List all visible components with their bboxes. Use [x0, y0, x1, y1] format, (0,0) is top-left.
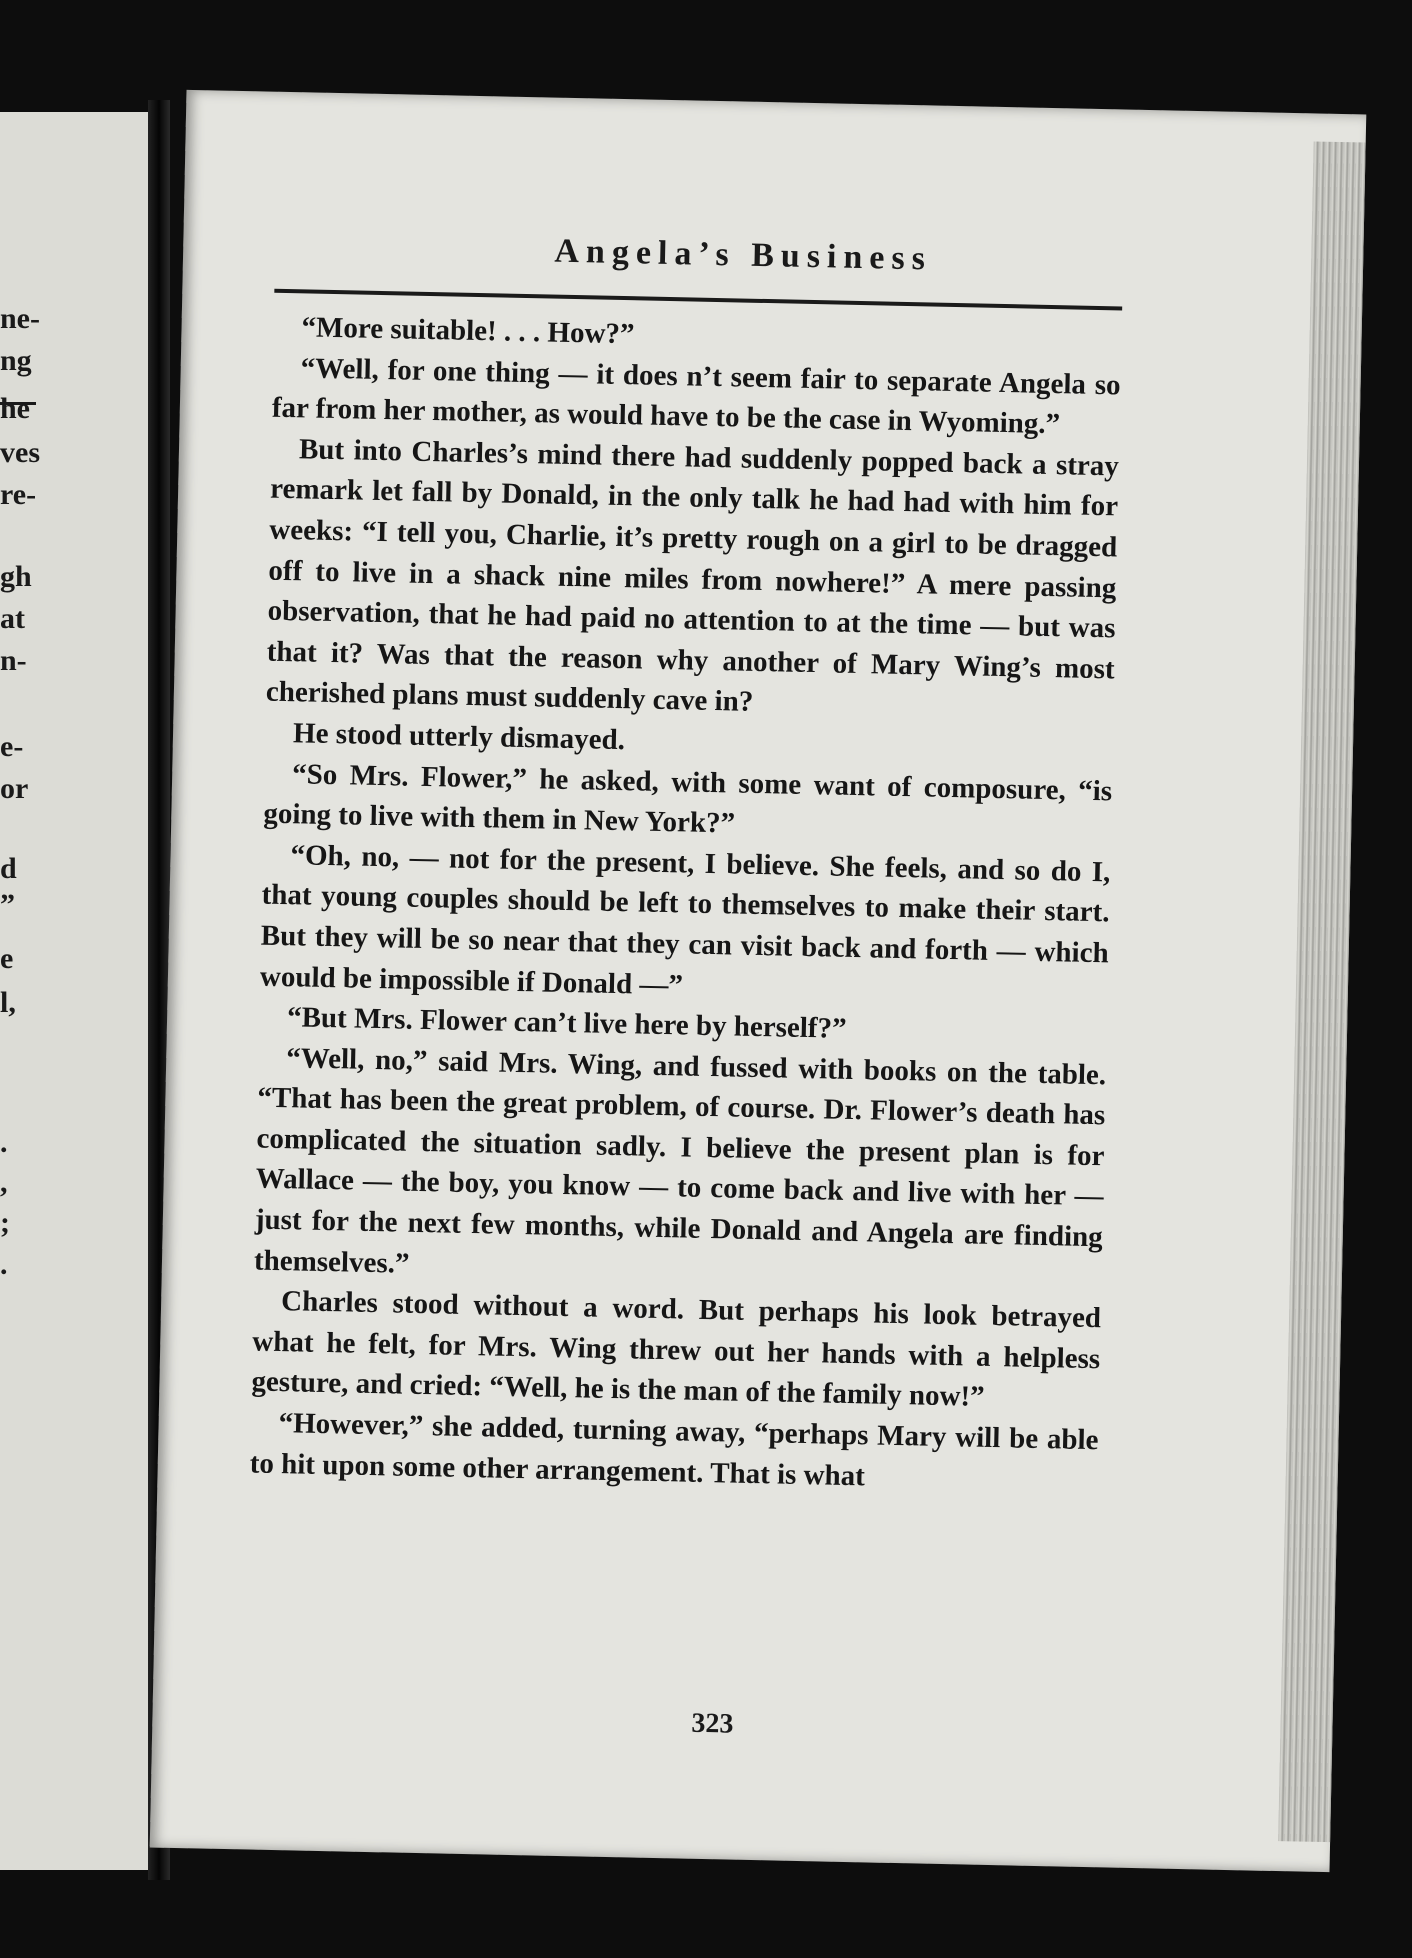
running-head: Angela’s Business [554, 232, 933, 278]
left-page-fragment: l, [0, 986, 16, 1019]
paragraph: “Well, no,” said Mrs. Wing, and fussed with books on the table. “That has been the great problem, of course. Dr. Flower’s death has complicated the situation sadly. I believe the present plan is for Wallace — the boy, you know — to come back and live with her — just for the next few months, while Donald and Angela are finding themselves.” [253, 1041, 1107, 1280]
paragraph: “More suitable! . . . How?” [301, 311, 635, 351]
paragraph: “Well, for one thing — it does n’t seem fair to separate Angela so far from her mother, as would have to be the case in Wyoming.” [271, 351, 1121, 441]
body-text [249, 307, 1121, 1502]
page-number: 323 [691, 1707, 734, 1740]
left-page-fragment: e [0, 942, 14, 975]
left-page-fragment: . [0, 1248, 8, 1281]
left-page-fragment: n- [0, 644, 27, 677]
page-edge [1278, 141, 1366, 1842]
paragraph: “So Mrs. Flower,” he asked, with some want of composure, “is going to live with them in New York?” [263, 757, 1113, 840]
left-page-fragment: re- [0, 478, 37, 511]
paragraph: Charles stood without a word. But perhaps his look betrayed what he felt, for Mrs. Wing threw out her hands with a helpless gesture, and cried: “Well, he is the man of the family now!” [251, 1285, 1102, 1414]
left-page-fragment: gh [0, 560, 32, 593]
paragraph: But into Charles’s mind there had suddenly popped back a stray remark let fall by Donald, in the only talk he had had with him for weeks: “I tell you, Charlie, it’s pretty rough on a girl to be dragged off to live in a shack nine miles from nowhere!” A mere passing observation, that he had paid no attention to at the time — but was that it? Was that the reason why another of Mary Wing’s most cherished plans must suddenly cave in? [265, 433, 1120, 719]
left-page-fragment: at [0, 602, 25, 635]
left-page-fragment: , [0, 1166, 8, 1199]
left-page-fragment: ng [0, 344, 32, 377]
paragraph: “But Mrs. Flower can’t live here by herself?” [286, 1001, 847, 1045]
left-page-fragment: or [0, 772, 29, 805]
left-page-fragment: d [0, 852, 17, 885]
paragraph: “Oh, no, — not for the present, I believe. She feels, and so do I, that young couples should be left to themselves to make their start. But they will be so near that they can visit back and forth — which would be impossible if Donald —” [259, 838, 1111, 1001]
paragraph: “However,” she added, turning away, “perhaps Mary will be able to hit upon some other arrangement. That is what [249, 1407, 1099, 1492]
left-page-fragment: e- [0, 730, 24, 763]
left-page-fragment: he [0, 392, 30, 425]
left-page [0, 112, 148, 1870]
header-rule [274, 289, 1122, 311]
left-page-fragment: ” [0, 888, 15, 921]
left-page-fragment: ; [0, 1206, 10, 1239]
left-page-fragment: . [0, 1126, 8, 1159]
paragraph: He stood utterly dismayed. [292, 717, 626, 757]
left-page-fragment: ves [0, 436, 40, 469]
book-page [150, 90, 1367, 1872]
left-page-fragment: ne- [0, 302, 40, 335]
